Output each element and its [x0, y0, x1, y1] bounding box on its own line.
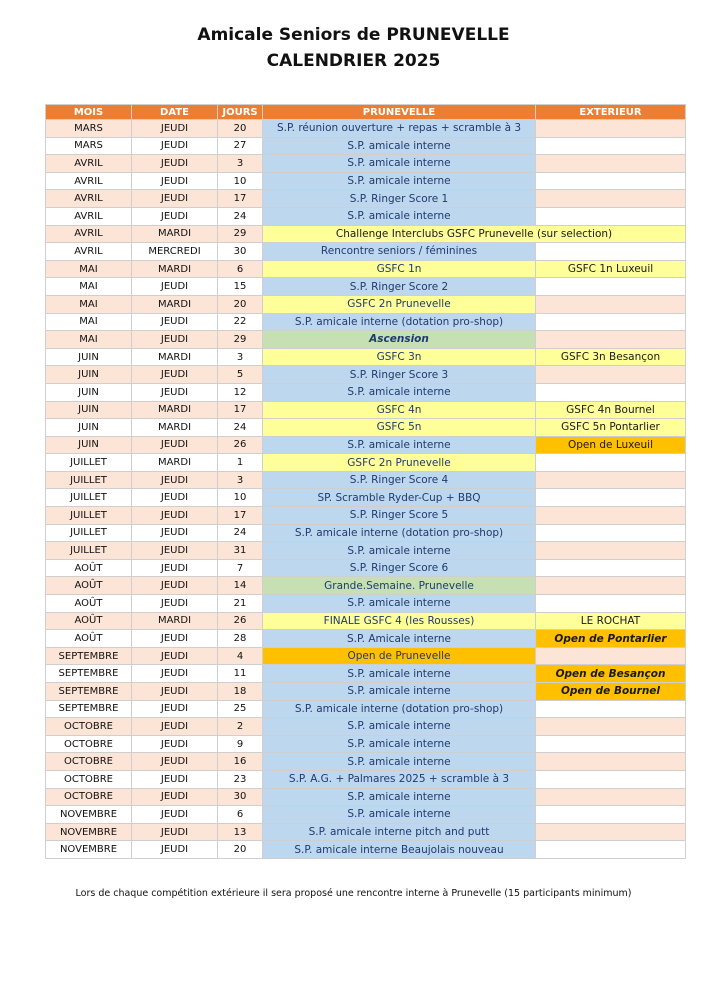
cell-exterieur [536, 577, 686, 595]
cell-date: JEUDI [132, 172, 218, 190]
cell-mois: AOÛT [46, 577, 132, 595]
table-row [46, 225, 686, 243]
cell-mois: AOÛT [46, 595, 132, 613]
cell-exterieur [536, 243, 686, 261]
cell-prunevelle: S.P. Amicale interne [263, 630, 536, 648]
cell-mois: SEPTEMBRE [46, 647, 132, 665]
table-row [46, 295, 686, 313]
cell-date: JEUDI [132, 366, 218, 384]
cell-mois: MAI [46, 278, 132, 296]
cell-mois: NOVEMBRE [46, 806, 132, 824]
cell-date: MARDI [132, 401, 218, 419]
table-row [46, 471, 686, 489]
cell-date: JEUDI [132, 630, 218, 648]
cell-exterieur [536, 524, 686, 542]
cell-exterieur [536, 788, 686, 806]
cell-mois: MAI [46, 260, 132, 278]
cell-prunevelle: S.P. Ringer Score 2 [263, 278, 536, 296]
table-row [46, 155, 686, 173]
cell-mois: MARS [46, 120, 132, 138]
cell-exterieur [536, 542, 686, 560]
cell-prunevelle: Open de Prunevelle [263, 647, 536, 665]
table-row [46, 665, 686, 683]
cell-date: MARDI [132, 348, 218, 366]
cell-jours: 11 [218, 665, 263, 683]
table-body [46, 120, 686, 859]
cell-jours: 31 [218, 542, 263, 560]
cell-prunevelle: FINALE GSFC 4 (les Rousses) [263, 612, 536, 630]
cell-date: JEUDI [132, 806, 218, 824]
cell-mois: OCTOBRE [46, 753, 132, 771]
page-subtitle: CALENDRIER 2025 [266, 51, 441, 71]
table-row [46, 190, 686, 208]
cell-prunevelle: S.P. amicale interne [263, 665, 536, 683]
cell-prunevelle: S.P. Ringer Score 3 [263, 366, 536, 384]
cell-mois: NOVEMBRE [46, 823, 132, 841]
cell-exterieur [536, 190, 686, 208]
cell-exterieur [536, 120, 686, 138]
cell-jours: 5 [218, 366, 263, 384]
cell-prunevelle: GSFC 3n [263, 348, 536, 366]
cell-date: MARDI [132, 225, 218, 243]
cell-jours: 29 [218, 331, 263, 349]
table-row [46, 489, 686, 507]
table-row [46, 524, 686, 542]
cell-jours: 7 [218, 559, 263, 577]
cell-prunevelle: Challenge Interclubs GSFC Prunevelle (sur selection) [263, 225, 686, 243]
cell-exterieur [536, 155, 686, 173]
cell-date: JEUDI [132, 683, 218, 701]
cell-mois: JUILLET [46, 471, 132, 489]
table-row [46, 507, 686, 525]
cell-jours: 24 [218, 524, 263, 542]
cell-jours: 6 [218, 806, 263, 824]
cell-date: JEUDI [132, 542, 218, 560]
cell-jours: 27 [218, 137, 263, 155]
cell-jours: 12 [218, 383, 263, 401]
cell-mois: MAI [46, 295, 132, 313]
cell-exterieur: GSFC 4n Bournel [536, 401, 686, 419]
cell-jours: 24 [218, 419, 263, 437]
cell-exterieur [536, 753, 686, 771]
cell-exterieur [536, 841, 686, 859]
cell-mois: OCTOBRE [46, 735, 132, 753]
cell-exterieur [536, 366, 686, 384]
cell-exterieur: Open de Pontarlier [536, 630, 686, 648]
cell-mois: MAI [46, 331, 132, 349]
cell-jours: 16 [218, 753, 263, 771]
cell-jours: 10 [218, 172, 263, 190]
cell-jours: 30 [218, 788, 263, 806]
table-row [46, 542, 686, 560]
cell-prunevelle: GSFC 2n Prunevelle [263, 295, 536, 313]
cell-mois: JUIN [46, 348, 132, 366]
cell-exterieur: LE ROCHAT [536, 612, 686, 630]
table-row [46, 823, 686, 841]
cell-mois: JUIN [46, 401, 132, 419]
cell-prunevelle: S.P. amicale interne [263, 155, 536, 173]
cell-mois: SEPTEMBRE [46, 700, 132, 718]
cell-mois: AVRIL [46, 172, 132, 190]
cell-mois: OCTOBRE [46, 770, 132, 788]
cell-date: JEUDI [132, 841, 218, 859]
table-row [46, 841, 686, 859]
cell-prunevelle: GSFC 1n [263, 260, 536, 278]
cell-jours: 25 [218, 700, 263, 718]
cell-prunevelle: S.P. Ringer Score 5 [263, 507, 536, 525]
table-row [46, 137, 686, 155]
cell-date: MARDI [132, 295, 218, 313]
cell-mois: JUIN [46, 419, 132, 437]
cell-date: MARDI [132, 454, 218, 472]
cell-mois: SEPTEMBRE [46, 665, 132, 683]
cell-date: JEUDI [132, 647, 218, 665]
cell-date: JEUDI [132, 190, 218, 208]
cell-exterieur: Open de Besançon [536, 665, 686, 683]
cell-jours: 20 [218, 120, 263, 138]
cell-exterieur [536, 806, 686, 824]
table-row [46, 366, 686, 384]
table-row [46, 454, 686, 472]
cell-exterieur [536, 454, 686, 472]
cell-exterieur [536, 823, 686, 841]
cell-mois: AVRIL [46, 207, 132, 225]
cell-mois: MAI [46, 313, 132, 331]
cell-jours: 26 [218, 612, 263, 630]
cell-jours: 20 [218, 295, 263, 313]
cell-prunevelle: Grande.Semaine. Prunevelle [263, 577, 536, 595]
cell-mois: AVRIL [46, 225, 132, 243]
cell-date: JEUDI [132, 577, 218, 595]
table-row [46, 612, 686, 630]
cell-exterieur [536, 718, 686, 736]
table-row [46, 770, 686, 788]
table-header-row [46, 105, 686, 120]
cell-mois: JUILLET [46, 489, 132, 507]
cell-jours: 26 [218, 436, 263, 454]
cell-jours: 1 [218, 454, 263, 472]
cell-jours: 24 [218, 207, 263, 225]
cell-jours: 13 [218, 823, 263, 841]
cell-date: JEUDI [132, 524, 218, 542]
cell-prunevelle: Rencontre seniors / féminines [263, 243, 536, 261]
cell-mois: NOVEMBRE [46, 841, 132, 859]
table-row [46, 700, 686, 718]
cell-jours: 14 [218, 577, 263, 595]
cell-jours: 2 [218, 718, 263, 736]
cell-prunevelle: S.P. amicale interne [263, 436, 536, 454]
cell-date: JEUDI [132, 436, 218, 454]
cell-date: JEUDI [132, 120, 218, 138]
table-row [46, 278, 686, 296]
cell-date: JEUDI [132, 770, 218, 788]
cell-jours: 15 [218, 278, 263, 296]
page-title: Amicale Seniors de PRUNEVELLE [197, 25, 510, 45]
table-row [46, 243, 686, 261]
cell-mois: OCTOBRE [46, 788, 132, 806]
cell-mois: JUIN [46, 383, 132, 401]
cell-jours: 3 [218, 348, 263, 366]
cell-exterieur: Open de Luxeuil [536, 436, 686, 454]
table-row [46, 260, 686, 278]
cell-exterieur [536, 471, 686, 489]
cell-prunevelle: Ascension [263, 331, 536, 349]
cell-date: JEUDI [132, 753, 218, 771]
cell-exterieur [536, 700, 686, 718]
table-row [46, 577, 686, 595]
cell-jours: 3 [218, 471, 263, 489]
table-row [46, 331, 686, 349]
cell-prunevelle: S.P. amicale interne [263, 137, 536, 155]
cell-exterieur [536, 595, 686, 613]
cell-date: MERCREDI [132, 243, 218, 261]
cell-date: JEUDI [132, 823, 218, 841]
cell-exterieur [536, 507, 686, 525]
cell-exterieur [536, 278, 686, 296]
cell-date: JEUDI [132, 700, 218, 718]
cell-date: JEUDI [132, 207, 218, 225]
table-row [46, 718, 686, 736]
cell-prunevelle: SP. Scramble Ryder-Cup + BBQ [263, 489, 536, 507]
cell-jours: 3 [218, 155, 263, 173]
calendar-table [45, 104, 686, 859]
table-row [46, 207, 686, 225]
table-row [46, 753, 686, 771]
cell-prunevelle: S.P. A.G. + Palmares 2025 + scramble à 3 [263, 770, 536, 788]
cell-exterieur: GSFC 3n Besançon [536, 348, 686, 366]
cell-date: JEUDI [132, 595, 218, 613]
cell-exterieur [536, 559, 686, 577]
cell-exterieur [536, 313, 686, 331]
cell-jours: 17 [218, 507, 263, 525]
cell-date: JEUDI [132, 559, 218, 577]
cell-date: MARDI [132, 419, 218, 437]
cell-prunevelle: S.P. réunion ouverture + repas + scramble à 3 [263, 120, 536, 138]
cell-prunevelle: S.P. amicale interne [263, 753, 536, 771]
cell-mois: JUILLET [46, 524, 132, 542]
table-row [46, 788, 686, 806]
table-row [46, 806, 686, 824]
cell-mois: JUIN [46, 366, 132, 384]
cell-prunevelle: S.P. amicale interne (dotation pro-shop) [263, 700, 536, 718]
cell-mois: AVRIL [46, 190, 132, 208]
cell-prunevelle: GSFC 2n Prunevelle [263, 454, 536, 472]
cell-prunevelle: GSFC 5n [263, 419, 536, 437]
cell-mois: AOÛT [46, 630, 132, 648]
cell-jours: 10 [218, 489, 263, 507]
table-row [46, 419, 686, 437]
cell-prunevelle: S.P. amicale interne pitch and putt [263, 823, 536, 841]
cell-exterieur [536, 331, 686, 349]
cell-date: JEUDI [132, 278, 218, 296]
table-row [46, 172, 686, 190]
cell-prunevelle: S.P. amicale interne [263, 172, 536, 190]
cell-mois: AOÛT [46, 612, 132, 630]
cell-prunevelle: S.P. Ringer Score 1 [263, 190, 536, 208]
cell-date: JEUDI [132, 489, 218, 507]
table-row [46, 735, 686, 753]
cell-exterieur: Open de Bournel [536, 683, 686, 701]
cell-prunevelle: S.P. amicale interne (dotation pro-shop) [263, 524, 536, 542]
cell-date: JEUDI [132, 331, 218, 349]
table-row [46, 383, 686, 401]
cell-jours: 6 [218, 260, 263, 278]
cell-date: JEUDI [132, 718, 218, 736]
cell-jours: 28 [218, 630, 263, 648]
cell-jours: 30 [218, 243, 263, 261]
cell-prunevelle: S.P. Ringer Score 6 [263, 559, 536, 577]
cell-exterieur [536, 137, 686, 155]
table-row [46, 313, 686, 331]
cell-exterieur [536, 647, 686, 665]
cell-jours: 21 [218, 595, 263, 613]
table-row [46, 436, 686, 454]
cell-exterieur [536, 489, 686, 507]
cell-date: JEUDI [132, 735, 218, 753]
cell-jours: 9 [218, 735, 263, 753]
table-row [46, 559, 686, 577]
cell-jours: 22 [218, 313, 263, 331]
cell-date: JEUDI [132, 137, 218, 155]
cell-mois: JUILLET [46, 507, 132, 525]
cell-prunevelle: S.P. amicale interne [263, 718, 536, 736]
cell-prunevelle: S.P. amicale interne Beaujolais nouveau [263, 841, 536, 859]
footer-note: Lors de chaque compétition extérieure il sera proposé une rencontre interne à Prunevelle (15 participants minimum) [75, 888, 632, 899]
cell-exterieur [536, 383, 686, 401]
col-header-date: DATE [132, 105, 218, 120]
cell-exterieur [536, 735, 686, 753]
cell-prunevelle: S.P. amicale interne [263, 788, 536, 806]
cell-mois: AVRIL [46, 243, 132, 261]
cell-mois: AVRIL [46, 155, 132, 173]
col-header-mois: MOIS [46, 105, 132, 120]
col-header-prunevelle: PRUNEVELLE [263, 105, 536, 120]
cell-mois: MARS [46, 137, 132, 155]
cell-prunevelle: GSFC 4n [263, 401, 536, 419]
cell-exterieur [536, 172, 686, 190]
cell-date: JEUDI [132, 313, 218, 331]
cell-jours: 17 [218, 401, 263, 419]
cell-prunevelle: S.P. amicale interne [263, 383, 536, 401]
cell-exterieur [536, 207, 686, 225]
cell-jours: 20 [218, 841, 263, 859]
cell-prunevelle: S.P. amicale interne [263, 207, 536, 225]
cell-date: MARDI [132, 612, 218, 630]
cell-prunevelle: S.P. amicale interne (dotation pro-shop) [263, 313, 536, 331]
cell-date: JEUDI [132, 383, 218, 401]
col-header-jours: JOURS [218, 105, 263, 120]
cell-prunevelle: S.P. amicale interne [263, 595, 536, 613]
cell-prunevelle: S.P. amicale interne [263, 683, 536, 701]
table-row [46, 630, 686, 648]
cell-mois: AOÛT [46, 559, 132, 577]
cell-prunevelle: S.P. Ringer Score 4 [263, 471, 536, 489]
cell-date: JEUDI [132, 507, 218, 525]
cell-jours: 17 [218, 190, 263, 208]
col-header-exterieur: EXTERIEUR [536, 105, 686, 120]
cell-date: JEUDI [132, 471, 218, 489]
cell-prunevelle: S.P. amicale interne [263, 806, 536, 824]
table-row [46, 647, 686, 665]
cell-exterieur [536, 295, 686, 313]
cell-exterieur [536, 770, 686, 788]
cell-jours: 23 [218, 770, 263, 788]
table-row [46, 683, 686, 701]
cell-date: JEUDI [132, 665, 218, 683]
table-row [46, 401, 686, 419]
cell-prunevelle: S.P. amicale interne [263, 542, 536, 560]
cell-jours: 29 [218, 225, 263, 243]
table-row [46, 595, 686, 613]
cell-exterieur: GSFC 5n Pontarlier [536, 419, 686, 437]
cell-mois: SEPTEMBRE [46, 683, 132, 701]
cell-prunevelle: S.P. amicale interne [263, 735, 536, 753]
cell-jours: 18 [218, 683, 263, 701]
cell-date: JEUDI [132, 155, 218, 173]
cell-mois: JUILLET [46, 454, 132, 472]
cell-mois: JUIN [46, 436, 132, 454]
cell-jours: 4 [218, 647, 263, 665]
cell-exterieur: GSFC 1n Luxeuil [536, 260, 686, 278]
cell-date: MARDI [132, 260, 218, 278]
cell-mois: OCTOBRE [46, 718, 132, 736]
cell-date: JEUDI [132, 788, 218, 806]
table-row [46, 348, 686, 366]
table-row [46, 120, 686, 138]
cell-mois: JUILLET [46, 542, 132, 560]
